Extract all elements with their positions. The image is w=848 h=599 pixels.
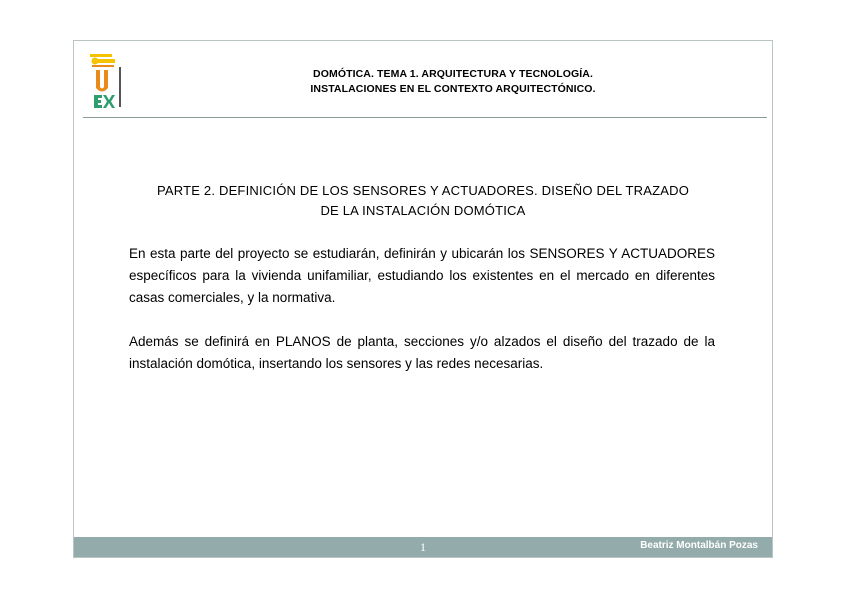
header-title-line2: INSTALACIONES EN EL CONTEXTO ARQUITECTÓNICO. — [310, 83, 596, 95]
paragraph-sensors: En esta parte del proyecto se estudiarán, definirán y ubicarán los SENSORES Y ACTUADORES específicos para la vivienda unifamiliar, estudiando los existentes en el mercado en diferentes casas comerciales, y la normativa. — [129, 246, 715, 305]
part-title-line2: DE LA INSTALACIÓN DOMÓTICA — [320, 203, 526, 218]
header-title-line1: DOMÓTICA. TEMA 1. ARQUITECTURA Y TECNOLOGÍA. — [313, 68, 593, 80]
university-logo — [88, 53, 130, 111]
part-title-line1: PARTE 2. DEFINICIÓN DE LOS SENSORES Y ACTUADORES. DISEÑO DEL TRAZADO — [156, 183, 690, 198]
author-name: Beatriz Montalbán Pozas — [640, 540, 758, 551]
part-title — [114, 181, 732, 221]
header-title — [144, 67, 762, 97]
footer-bar — [74, 537, 772, 557]
header-divider — [83, 117, 767, 118]
page-number: 1 — [420, 540, 426, 554]
slide — [73, 40, 773, 558]
paragraph-plans: Además se definirá en PLANOS de planta, secciones y/o alzados el diseño del trazado de la instalación domótica, insertando los sensores y las redes necesarias. — [129, 334, 715, 371]
